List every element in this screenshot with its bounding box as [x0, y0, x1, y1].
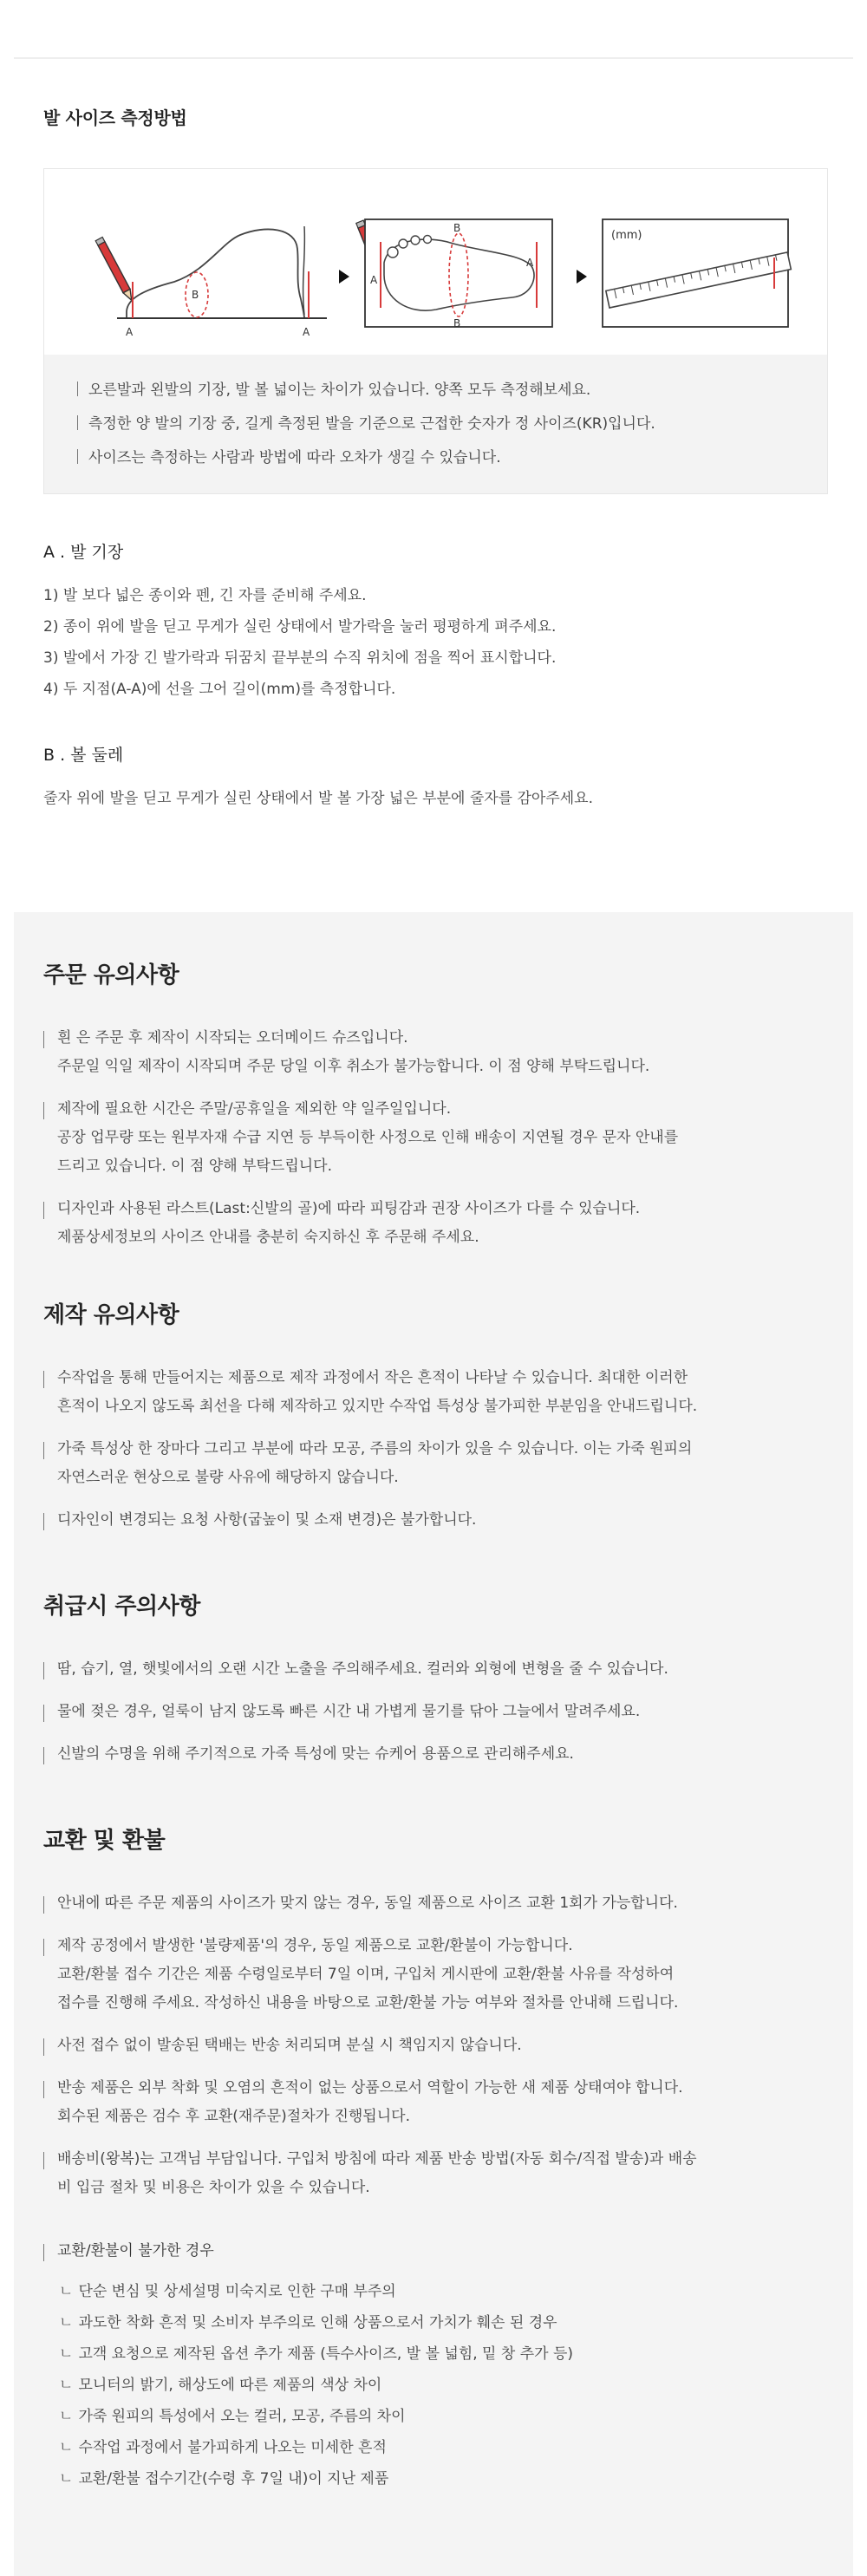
- notice-line: 자연스러운 현상으로 불량 사유에 해당하지 않습니다.: [57, 1469, 399, 1486]
- foot-length-step: 2) 종이 위에 발을 딛고 무게가 실린 상태에서 발가락을 눌러 평평하게 펴주세요.: [43, 618, 557, 636]
- foot-length-step: 3) 발에서 가장 긴 발가락과 뒤꿈치 끝부분의 수직 위치에 점을 찍어 표시합니다.: [43, 649, 557, 667]
- notice-item: [43, 1740, 841, 1769]
- notice-line: 비 입금 절차 및 비용은 차이가 있을 수 있습니다.: [57, 2179, 370, 2196]
- guide-note: 사이즈는 측정하는 사람과 방법에 따라 오차가 생길 수 있습니다.: [77, 441, 827, 475]
- notice-panel: [14, 912, 853, 2576]
- not-allowed-heading: 교환/환불이 불가한 경우: [43, 2237, 841, 2266]
- label-a-left: A: [126, 326, 134, 338]
- notice-line: 제작에 필요한 시간은 주말/공휴일을 제외한 약 일주일입니다.: [57, 1100, 452, 1118]
- order-notice-section: [43, 957, 841, 1266]
- care-notice-section: [43, 1588, 841, 1783]
- ball-girth-block: [43, 742, 824, 814]
- production-notice-list: [43, 1364, 841, 1535]
- exchange-notice-title: 교환 및 환불: [43, 1828, 166, 1854]
- notice-item: [43, 1932, 841, 2018]
- foot-length-heading: A . 발 기장: [43, 543, 124, 562]
- order-notice-list: [43, 1024, 841, 1252]
- notice-line: 접수를 진행해 주세요. 작성하신 내용을 바탕으로 교환/환불 가능 여부와 절차를 안내해 드립니다.: [57, 1994, 679, 2012]
- care-notice-list: [43, 1655, 841, 1769]
- exchange-notice-list: [43, 1889, 841, 2202]
- foot-length-step: 1) 발 보다 넓은 종이와 펜, 긴 자를 준비해 주세요.: [43, 587, 367, 604]
- notice-line: 흰 은 주문 후 제작이 시작되는 오더메이드 슈즈입니다.: [57, 1029, 408, 1047]
- guide-note: 측정한 양 발의 기장 중, 길게 측정된 발을 기준으로 근접한 숫자가 정 사이즈(KR)입니다.: [77, 408, 827, 441]
- not-allowed-block: [43, 2237, 841, 2494]
- exchange-notice-section: [43, 1823, 841, 2216]
- guide-note: 오른발과 왼발의 기장, 발 볼 넓이는 차이가 있습니다. 양쪽 모두 측정해보세요.: [77, 374, 827, 408]
- not-allowed-item: ㄴ 단순 변심 및 상세설명 미숙지로 인한 구매 부주의: [43, 2276, 841, 2307]
- notice-line: 회수된 제품은 검수 후 교환(재주문)절차가 진행됩니다.: [57, 2108, 410, 2125]
- production-notice-section: [43, 1297, 841, 1549]
- not-allowed-item: ㄴ 과도한 착화 흔적 및 소비자 부주의로 인해 상품으로서 가치가 훼손 된 경우: [43, 2307, 841, 2338]
- not-allowed-item: ㄴ 고객 요청으로 제작된 옵션 추가 제품 (특수사이즈, 발 볼 넓힘, 밑 창 추가 등): [43, 2338, 841, 2370]
- notice-item: [43, 2074, 841, 2131]
- notice-line: 땀, 습기, 열, 햇빛에서의 오랜 시간 노출을 주의해주세요. 컬러와 외형에 변형을 줄 수 있습니다.: [57, 1660, 668, 1678]
- notice-line: 디자인이 변경되는 요청 사항(굽높이 및 소재 변경)은 불가합니다.: [57, 1511, 477, 1529]
- side-view-diagram: [95, 226, 327, 338]
- label-b-side: B: [192, 289, 199, 301]
- notice-line: 사전 접수 없이 발송된 택배는 반송 처리되며 분실 시 책임지지 않습니다.: [57, 2037, 522, 2054]
- notice-item: [43, 2031, 841, 2060]
- notice-line: 신발의 수명을 위해 주기적으로 가죽 특성에 맞는 슈케어 용품으로 관리해주세요.: [57, 1745, 574, 1763]
- notice-line: 디자인과 사용된 라스트(Last:신발의 골)에 따라 피팅감과 권장 사이즈가 다를 수 있습니다.: [57, 1200, 641, 1217]
- not-allowed-item: ㄴ 가죽 원피의 특성에서 오는 컬러, 모공, 주름의 차이: [43, 2401, 841, 2432]
- notice-line: 교환/환불 접수 기간은 제품 수령일로부터 7일 이며, 구입처 게시판에 교환/환불 사유를 작성하여: [57, 1966, 675, 1983]
- production-notice-title: 제작 유의사항: [43, 1302, 179, 1328]
- arrow-right-icon-2: [577, 270, 587, 284]
- notice-line: 배송비(왕복)는 고객님 부담입니다. 구입처 방침에 따라 제품 반송 방법(자동 회수/직접 발송)과 배송: [57, 2150, 697, 2168]
- notice-line: 제작 공정에서 발생한 '불량제품'의 경우, 동일 제품으로 교환/환불이 가능합니다.: [57, 1937, 573, 1954]
- notice-line: 반송 제품은 외부 착화 및 오염의 흔적이 없는 상품으로서 역할이 가능한 새 제품 상태여야 합니다.: [57, 2079, 683, 2097]
- arrow-right-icon: [339, 270, 349, 284]
- notice-item: [43, 2145, 841, 2202]
- notice-item: [43, 1506, 841, 1535]
- size-guide-box: [43, 168, 828, 494]
- notice-line: 물에 젖은 경우, 얼룩이 남지 않도록 빠른 시간 내 가볍게 물기를 닦아 그늘에서 말려주세요.: [57, 1703, 641, 1720]
- ruler-diagram: [603, 219, 791, 327]
- notice-item: [43, 1435, 841, 1492]
- foot-length-step: 4) 두 지점(A-A)에 선을 그어 길이(mm)를 측정합니다.: [43, 681, 396, 698]
- label-a-heel: A: [526, 257, 534, 269]
- notice-item: [43, 1095, 841, 1181]
- notice-line: 가죽 특성상 한 장마다 그리고 부분에 따라 모공, 주름의 차이가 있을 수 있습니다. 이는 가죽 원피의: [57, 1440, 693, 1458]
- notice-item: [43, 1655, 841, 1684]
- notice-item: [43, 1024, 841, 1081]
- notice-item: [43, 1364, 841, 1421]
- notice-item: [43, 1195, 841, 1252]
- notice-line: 드리고 있습니다. 이 점 양해 부탁드립니다.: [57, 1158, 333, 1175]
- notice-item: [43, 1889, 841, 1918]
- notice-line: 공장 업무량 또는 원부자재 수급 지연 등 부득이한 사정으로 인해 배송이 지연될 경우 문자 안내를: [57, 1129, 679, 1146]
- top-divider: [14, 57, 853, 59]
- not-allowed-list: [43, 2276, 841, 2494]
- notice-line: 안내에 따른 주문 제품의 사이즈가 맞지 않는 경우, 동일 제품으로 사이즈 교환 1회가 가능합니다.: [57, 1895, 678, 1912]
- label-b-bottom: B: [453, 317, 461, 329]
- notice-line: 주문일 익일 제작이 시작되며 주문 당일 이후 취소가 불가능합니다. 이 점 양해 부탁드립니다.: [57, 1058, 650, 1075]
- not-allowed-item: ㄴ 수작업 과정에서 불가피하게 나오는 미세한 흔적: [43, 2432, 841, 2463]
- label-a-right: A: [303, 326, 310, 338]
- care-notice-title: 취급시 주의사항: [43, 1594, 200, 1620]
- label-b-top: B: [453, 222, 461, 234]
- unit-label: (mm): [611, 229, 642, 242]
- size-guide-header: [43, 104, 824, 129]
- foot-measurement-figure: [44, 169, 827, 355]
- size-guide-notes: [44, 355, 827, 493]
- top-view-diagram: [356, 219, 552, 329]
- notice-line: 수작업을 통해 만들어지는 제품으로 제작 과정에서 작은 흔적이 나타날 수 있습니다. 최대한 이러한: [57, 1369, 688, 1386]
- foot-measurement-illustration: [44, 169, 827, 355]
- size-guide-title: 발 사이즈 측정방법: [43, 108, 187, 128]
- not-allowed-item: ㄴ 모니터의 밝기, 해상도에 따른 제품의 색상 차이: [43, 2370, 841, 2401]
- foot-length-block: [43, 539, 824, 705]
- notice-line: 흔적이 나오지 않도록 최선을 다해 제작하고 있지만 수작업 특성상 불가피한 부분임을 안내드립니다.: [57, 1398, 698, 1415]
- not-allowed-item: ㄴ 교환/환불 접수기간(수령 후 7일 내)이 지난 제품: [43, 2463, 841, 2494]
- pencil-icon: [95, 237, 135, 302]
- label-a-toe: A: [370, 274, 378, 286]
- ball-girth-heading: B . 볼 둘레: [43, 746, 124, 765]
- notice-item: [43, 1698, 841, 1726]
- order-notice-title: 주문 유의사항: [43, 962, 179, 988]
- ball-girth-text: 줄자 위에 발을 딛고 무게가 실린 상태에서 발 볼 가장 넓은 부분에 줄자를 감아주세요.: [43, 790, 594, 807]
- notice-line: 제품상세정보의 사이즈 안내를 충분히 숙지하신 후 주문해 주세요.: [57, 1229, 479, 1246]
